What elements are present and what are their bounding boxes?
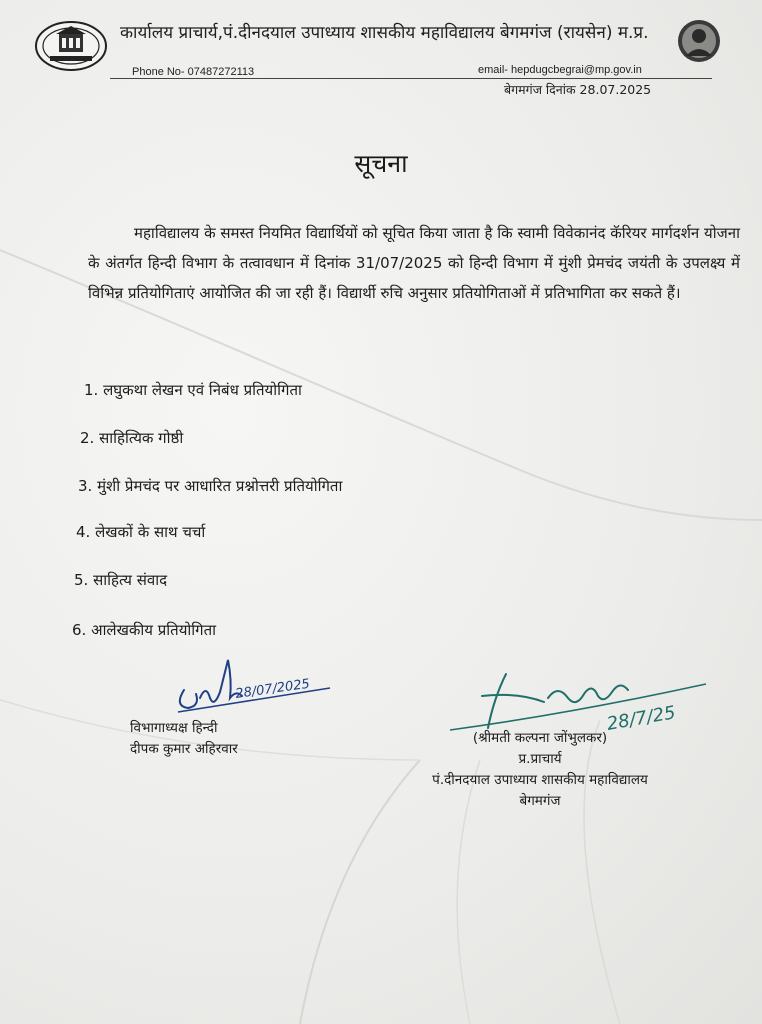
principal-designation: प्र.प्राचार्य [518,751,562,767]
list-item: 2. साहित्यिक गोष्ठी [80,429,184,447]
hod-signature-block [130,718,238,760]
phone-number: Phone No- 07487272113 [132,66,255,78]
list-item: 4. लेखकों के साथ चर्चा [76,523,206,541]
notice-heading: सूचना [354,149,408,178]
notice-paragraph [88,218,740,308]
college-emblem-icon [34,20,108,72]
header-divider [110,78,712,79]
hod-signature-date: 28/07/2025 [234,676,311,702]
principal-name: (श्रीमती कल्पना जोंभुलकर) [472,730,608,746]
office-title: कार्यालय प्राचार्य,पं.दीनदयाल उपाध्याय शासकीय महाविद्यालय बेगमगंज (रायसेन) म.प्र. [120,23,649,43]
principal-signature-date: 28/7/25 [605,702,678,735]
notice-date: बेगमगंज दिनांक 28.07.2025 [504,82,652,97]
hod-signature [170,654,350,724]
portrait-emblem-icon [676,16,722,66]
hod-name: दीपक कुमार अहिरवार [130,741,238,757]
list-item: 3. मुंशी प्रेमचंद पर आधारित प्रश्नोत्तरी प्रतियोगिता [78,477,343,495]
hod-designation: विभागाध्यक्ष हिन्दी [130,720,218,736]
list-item: 6. आलेखकीय प्रतियोगिता [72,621,217,639]
notice-paragraph-text: महाविद्यालय के समस्त नियमित विद्यार्थियों को सूचित किया जाता है कि स्वामी विवेकानंद कॅरियर मार्गदर्शन योजना के अंतर्गत हिन्दी विभाग के तत्वावधान में दिनांक 31/07/2025 को हिन्दी विभाग में मुंशी प्रेमचंद जयंती के उपलक्ष्य में विभिन्न प्रतियोगिताएं आयोजित की जा रही हैं। विद्यार्थी रुचि अनुसार प्रतियोगिताओं में प्रतिभागिता कर सकते हैं। [88,224,740,302]
principal-institution: पं.दीनदयाल उपाध्याय शासकीय महाविद्यालय [432,772,648,788]
email-address: email- hepdugcbegrai@mp.gov.in [478,64,642,76]
list-item: 1. लघुकथा लेखन एवं निबंध प्रतियोगिता [84,381,302,399]
principal-place: बेगमगंज [519,793,561,809]
list-item: 5. साहित्य संवाद [74,571,168,589]
principal-signature-block [360,728,720,812]
